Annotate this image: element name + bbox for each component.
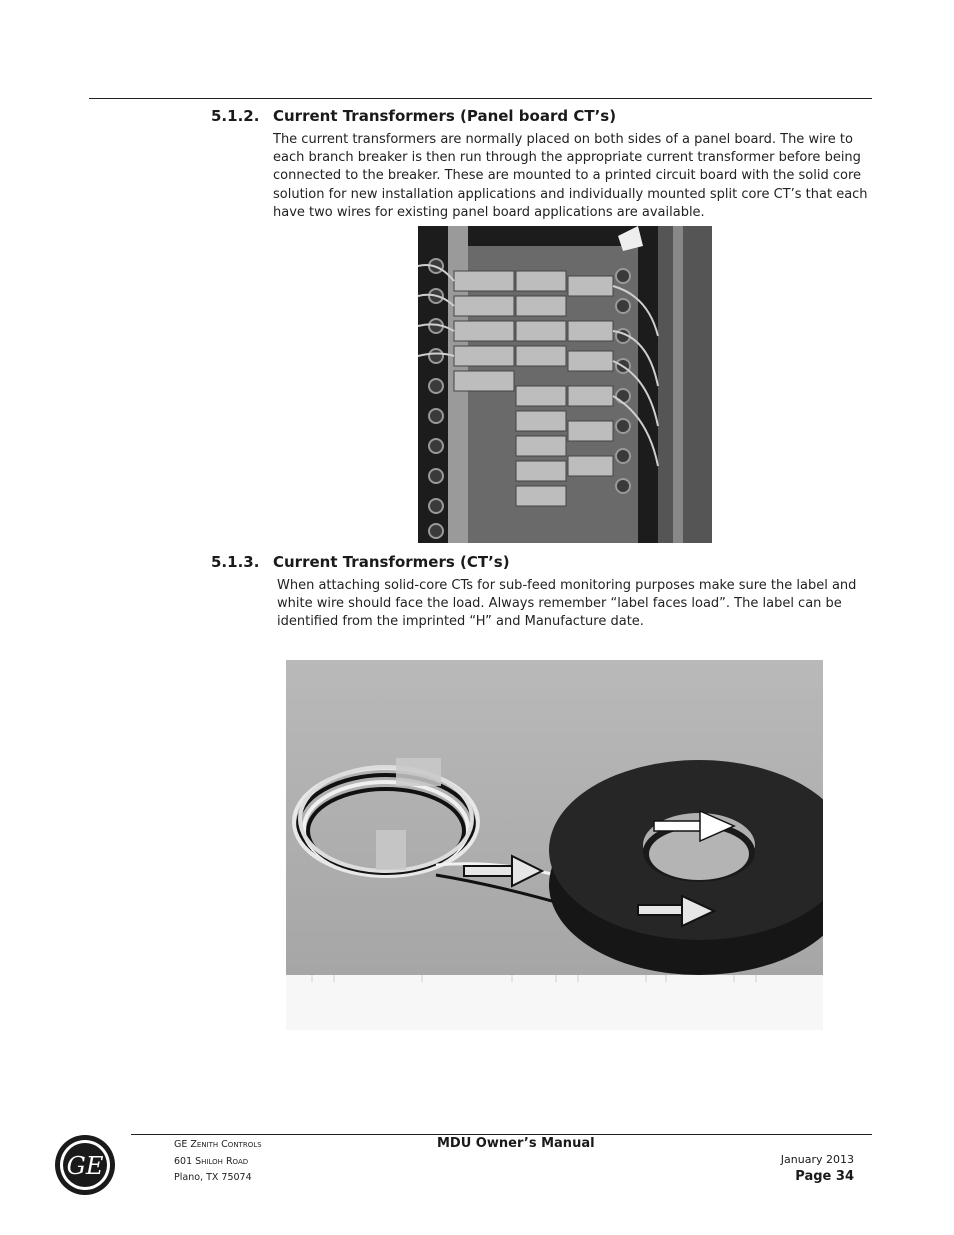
company-name: GE Zenith Controls <box>174 1139 262 1150</box>
section-title: Current Transformers (CT’s) <box>273 553 510 571</box>
section-body: When attaching solid-core CTs for sub-feed monitoring purposes make sure the label and white wire should face the load. Always remember “label faces load”. The label can be identified from the imprinted “H” and Manufacture date. <box>277 578 857 630</box>
panel-board-photo <box>418 226 712 543</box>
current-transformer-image <box>286 660 823 1030</box>
publication-date: January 2013 <box>780 1153 854 1166</box>
ct-photo <box>286 660 823 1030</box>
section-number: 5.1.3. <box>211 553 260 571</box>
panel-board-image <box>418 226 712 543</box>
section-body: The current transformers are normally placed on both sides of a panel board. The wire to each branch breaker is then run through the appropriate current transformer before being connected to the breaker. These are mounted to a printed circuit board with the solid core solution for new installation applications and individually mounted split core CT’s that each have two wires for existing panel board applications are available. <box>273 132 868 220</box>
page-number: Page 34 <box>795 1169 854 1184</box>
city-state-zip: Plano, TX 75074 <box>174 1172 252 1183</box>
street-address: 601 Shiloh Road <box>174 1155 249 1167</box>
header-rule <box>89 98 872 99</box>
ge-logo <box>54 1134 116 1196</box>
manual-title: MDU Owner’s Manual <box>437 1136 595 1151</box>
section-title: Current Transformers (Panel board CT’s) <box>273 107 617 125</box>
logo-text: GE <box>66 1152 104 1180</box>
section-number: 5.1.2. <box>211 107 260 125</box>
footer-rule <box>131 1134 872 1135</box>
company-address <box>174 1137 262 1187</box>
